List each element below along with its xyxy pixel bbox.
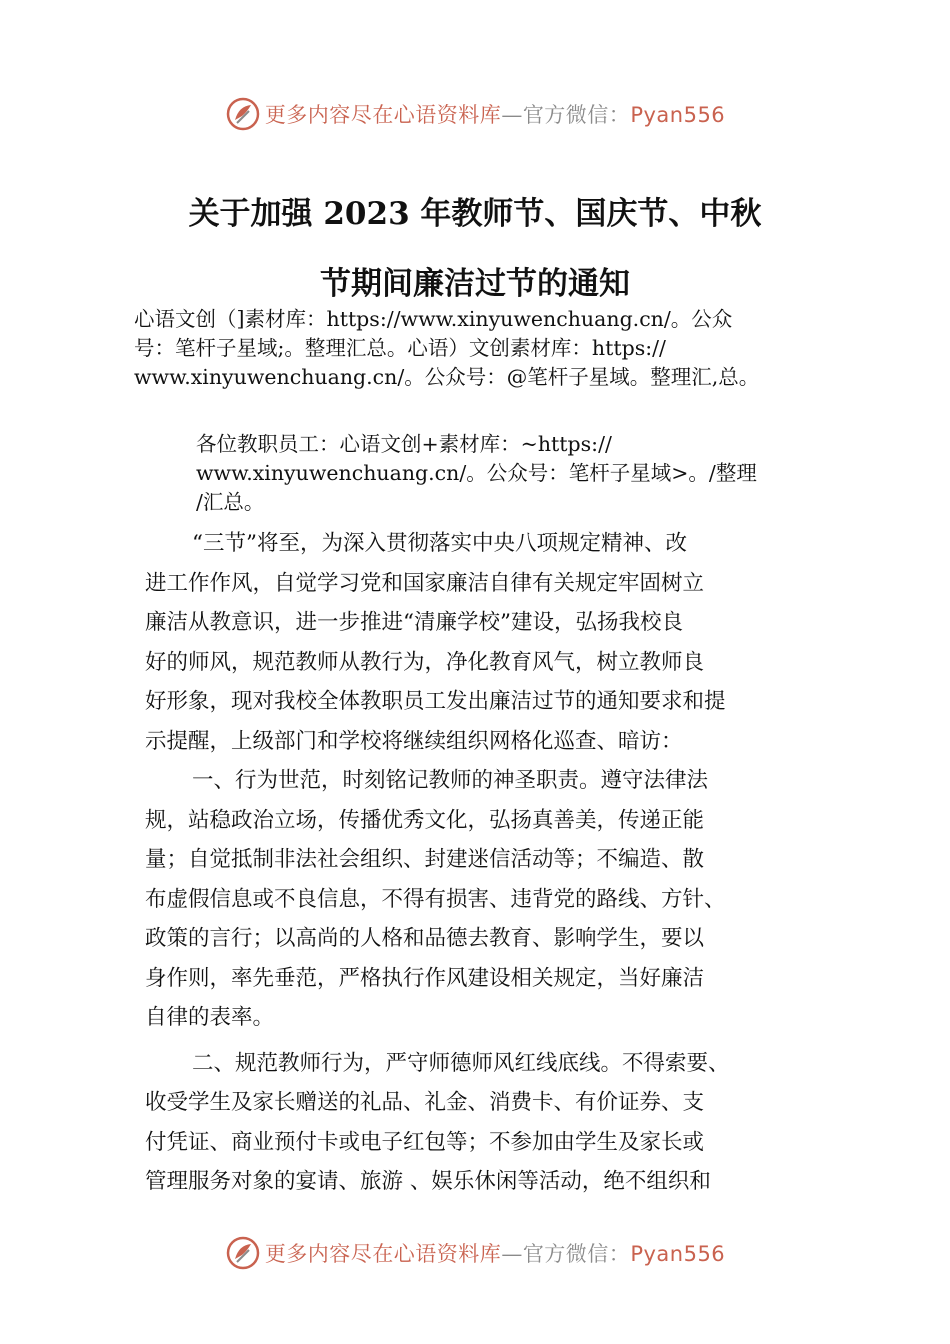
footer-separator: — xyxy=(501,1242,523,1266)
header-wechat-label: 官方微信： xyxy=(522,103,631,127)
paragraph-line: 一、行为世范，时刻铭记教师的神圣职责。遵守法律法 xyxy=(192,768,709,793)
greeting-block xyxy=(196,430,846,517)
footer-wechat-id: Pyan556 xyxy=(630,1242,726,1266)
document-title-line-1: 关于加强 2023 年教师节、国庆节、中秋 xyxy=(188,196,762,232)
greeting-line: 各位教职员工：心语文创+素材库：~https:// xyxy=(196,432,612,456)
paragraph-line: 好的师风，规范教师从教行为，净化教育风气，树立教师良 xyxy=(145,649,705,675)
paragraph-line: 自律的表率。 xyxy=(145,1005,275,1030)
paragraph-line: 进工作作风，自觉学习党和国家廉洁自律有关规定牢固树立 xyxy=(145,570,705,596)
meta-line: 心语文创（]素材库：https://www.xinyuwenchuang.cn/。公众 xyxy=(134,307,733,331)
document-title-line-2: 节期间廉洁过节的通知 xyxy=(320,266,630,302)
header-separator: — xyxy=(501,103,523,127)
paragraph-line: 量；自觉抵制非法社会组织、封建迷信活动等；不编造、散 xyxy=(145,847,705,872)
document-body xyxy=(145,524,835,1202)
logo-icon xyxy=(225,96,261,132)
header-banner xyxy=(0,94,950,134)
meta-line: 号：笔杆子星域;。整理汇总。心语）文创素材库：https:// xyxy=(134,336,666,360)
paragraph-line: 管理服务对象的宴请、旅游 、娱乐休闲等活动，绝不组织和 xyxy=(145,1169,711,1194)
paragraph-line: “三节”将至，为深入贯彻落实中央八项规定精神、改 xyxy=(192,531,687,556)
footer-brand: 更多内容尽在心语资料库 xyxy=(264,1242,502,1266)
paragraph-line: 布虚假信息或不良信息，不得有损害、违背党的路线、方针、 xyxy=(145,886,726,912)
paragraph-line: 收受学生及家长赠送的礼品、礼金、消费卡、有价证券、支 xyxy=(145,1090,705,1115)
greeting-line: /汇总。 xyxy=(196,490,265,514)
header-brand: 更多内容尽在心语资料库 xyxy=(264,103,502,127)
paragraph-line: 示提醒，上级部门和学校将继续组织网格化巡查、暗访： xyxy=(145,728,683,754)
footer-banner-text xyxy=(265,1238,725,1268)
paragraph-line: 付凭证、商业预付卡或电子红包等；不参加由学生及家长或 xyxy=(145,1129,705,1155)
paragraph-line: 二、规范教师行为，严守师德师风红线底线。不得索要、 xyxy=(192,1050,730,1076)
meta-line: www.xinyuwenchuang.cn/。公众号：@笔杆子星域。整理汇,总。 xyxy=(134,365,760,389)
paragraph-line: 好形象，现对我校全体教职员工发出廉洁过节的通知要求和提 xyxy=(145,689,726,714)
footer-banner xyxy=(0,1233,950,1273)
paragraph-line: 身作则，率先垂范，严格执行作风建设相关规定，当好廉洁 xyxy=(145,965,705,991)
header-wechat-id: Pyan556 xyxy=(630,103,726,127)
paragraph-line: 政策的言行；以高尚的人格和品德去教育、影响学生，要以 xyxy=(145,926,705,951)
greeting-line: www.xinyuwenchuang.cn/。公众号：笔杆子星域>。/整理 xyxy=(196,461,757,485)
meta-block xyxy=(134,305,846,392)
paragraph-line: 规，站稳政治立场，传播优秀文化，弘扬真善美，传递正能 xyxy=(145,807,705,833)
header-banner-text xyxy=(265,99,725,129)
logo-icon xyxy=(225,1235,261,1271)
paragraph-line: 廉洁从教意识，进一步推进“清廉学校”建设，弘扬我校良 xyxy=(145,610,683,635)
footer-wechat-label: 官方微信： xyxy=(522,1242,631,1266)
